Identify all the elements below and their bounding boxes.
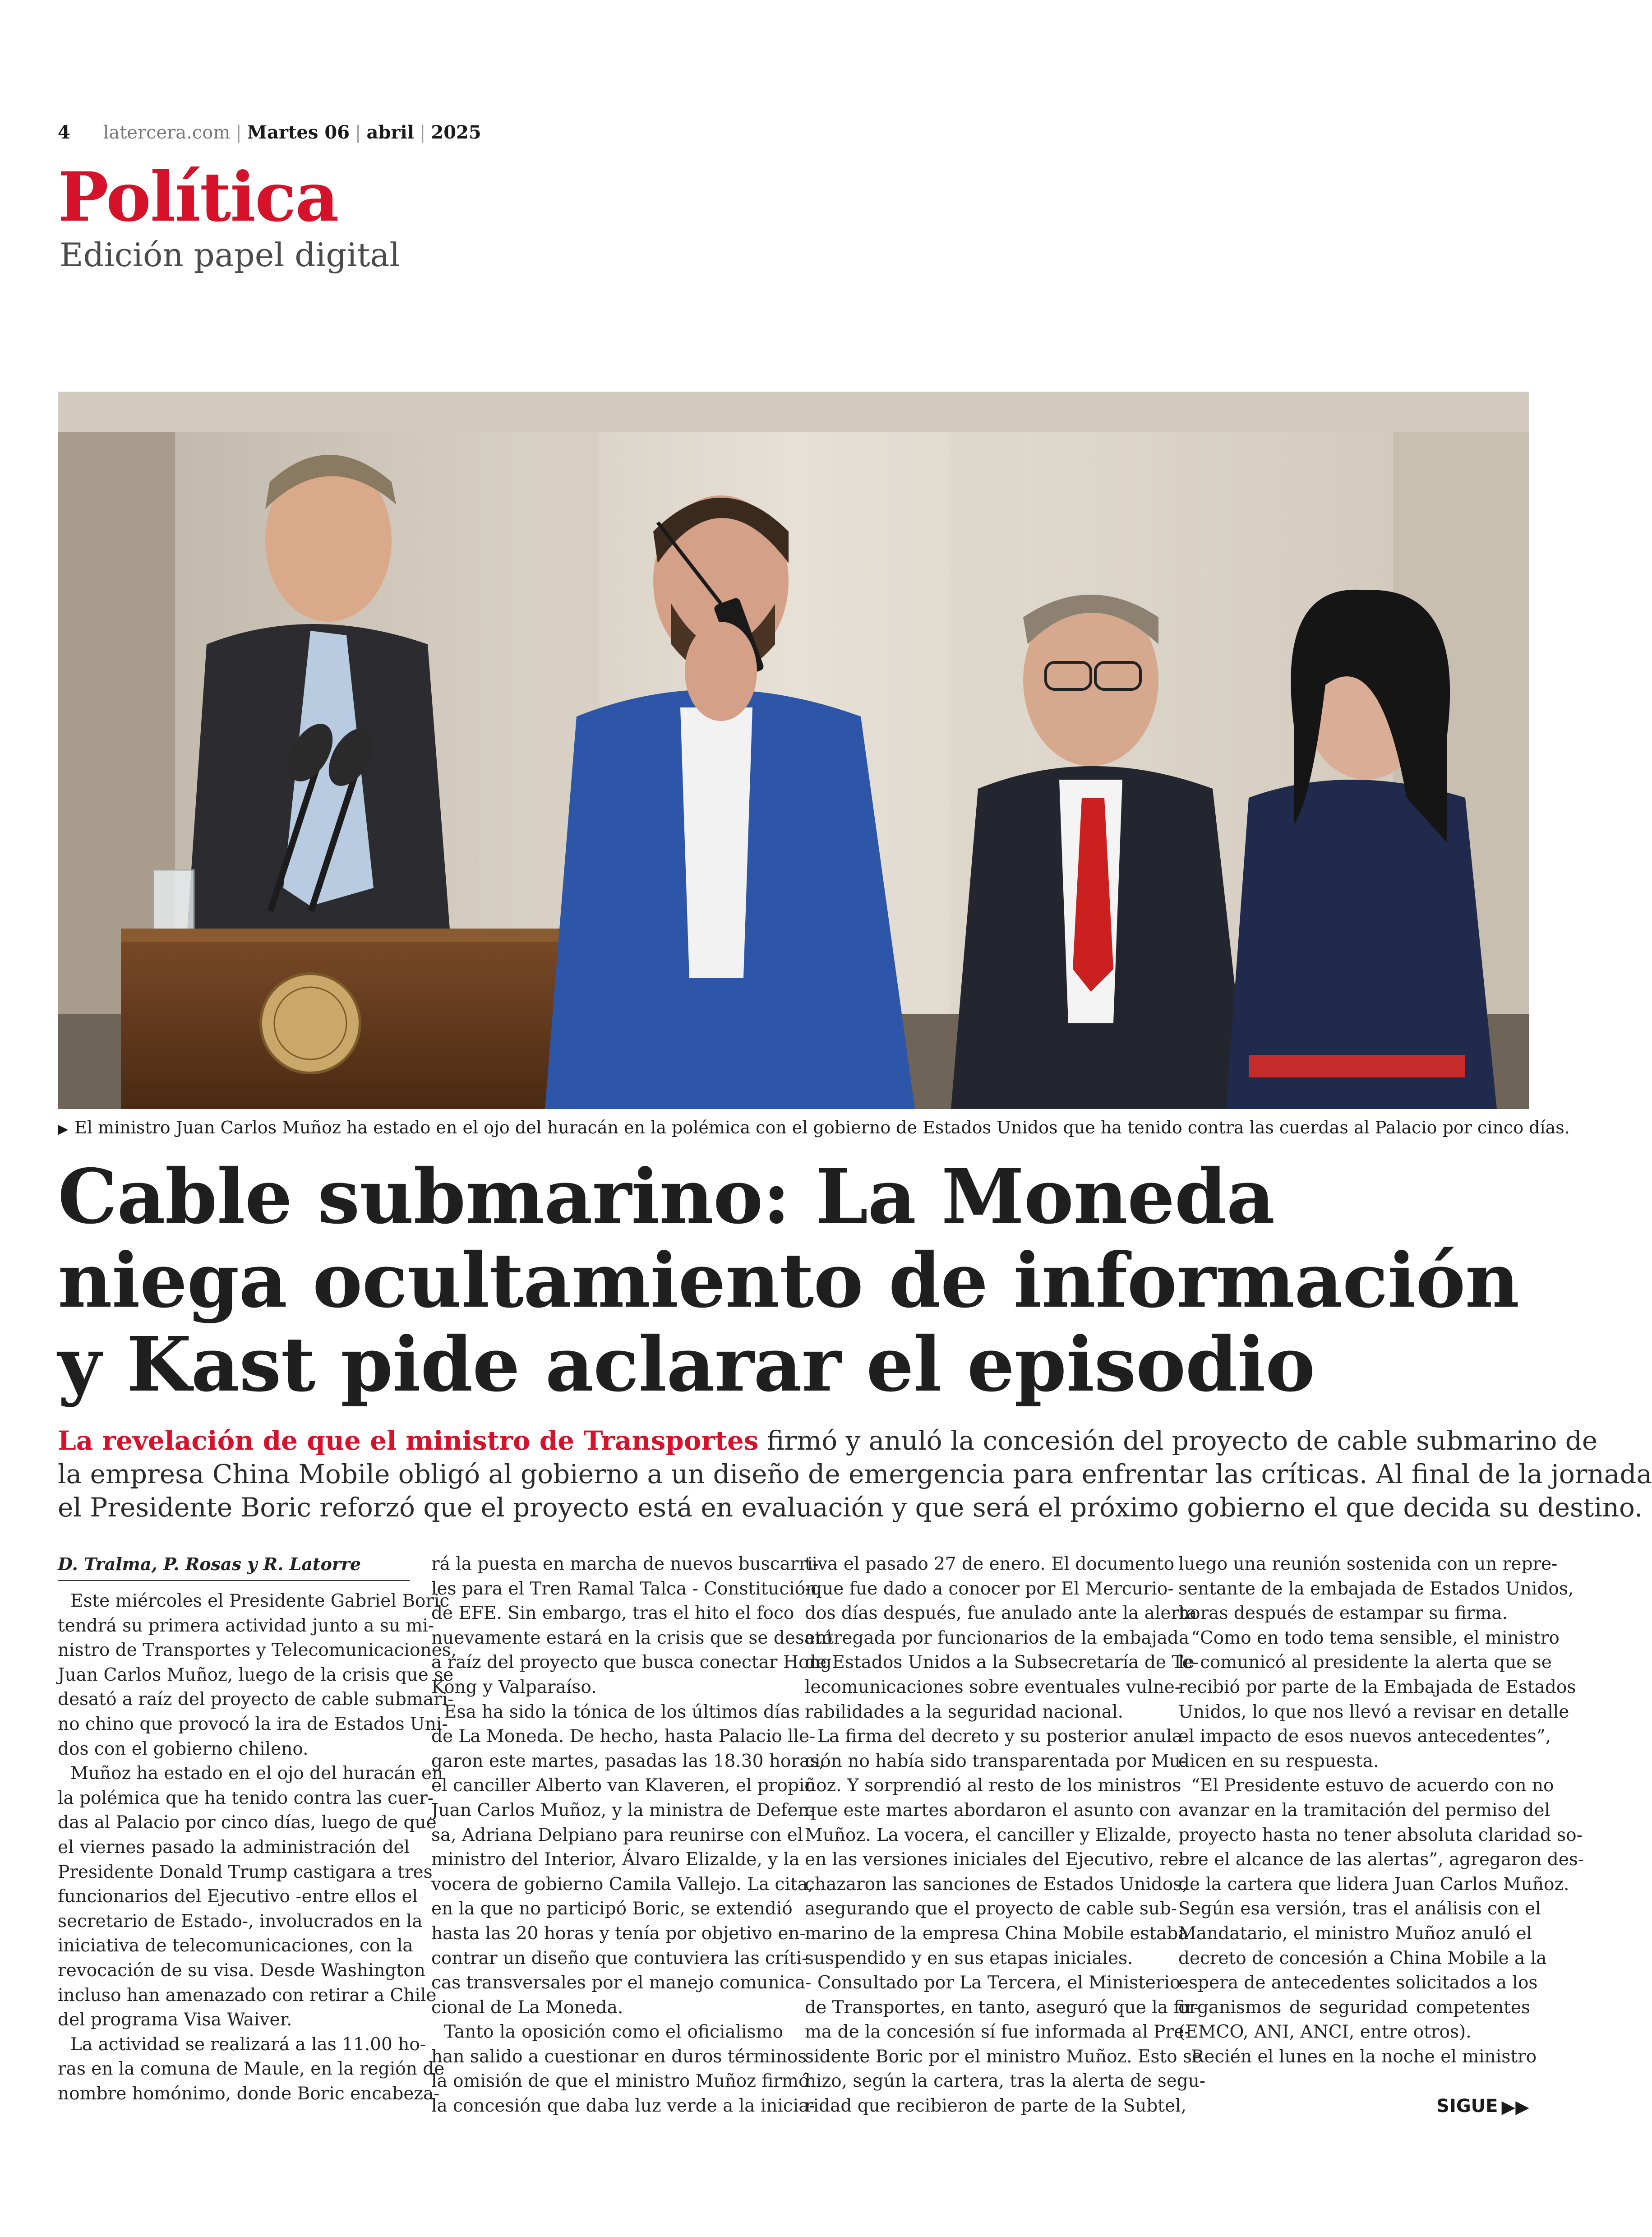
text-line: le comunicó al presidente la alerta que se: [1178, 1652, 1552, 1673]
text-line: entregada por funcionarios de la embajada: [805, 1627, 1190, 1648]
double-arrow-icon: ▶▶: [1501, 2097, 1529, 2117]
page-number: 4: [58, 122, 70, 143]
text-line: Esa ha sido la tónica de los últimos días: [444, 1701, 800, 1722]
text-line: espera de antecedentes solicitados a los: [1178, 1973, 1538, 1993]
page-header: 4 latercera.com | Martes 06 | abril | 2025: [58, 122, 481, 143]
text-line: sa, Adriana Delpiano para reunirse con el: [431, 1825, 803, 1845]
text-line: han salido a cuestionar en duros términos: [431, 2046, 807, 2067]
text-line: de EFE. Sin embargo, tras el hito el foco: [431, 1603, 794, 1624]
continue-label: SIGUE: [1436, 2096, 1498, 2117]
lead-paragraph: [58, 1424, 1652, 1524]
text-line: Juan Carlos Muñoz, y la ministra de Defen-: [431, 1800, 815, 1821]
column-text: [58, 1589, 457, 2106]
text-line: a raíz del proyecto que busca conectar Hong: [431, 1652, 832, 1673]
text-line: “El Presidente estuvo de acuerdo con no: [1191, 1775, 1554, 1796]
text-line: recibió por parte de la Embajada de Estados: [1178, 1677, 1576, 1697]
text-line: en las versiones iniciales del Ejecutivo, re-: [805, 1849, 1185, 1870]
text-line: ñoz. Y sorprendió al resto de los ministros: [805, 1775, 1181, 1796]
text-line: Muñoz. La vocera, el canciller y Elizalde,: [805, 1825, 1172, 1845]
text-line: funcionarios del Ejecutivo -entre ellos el: [58, 1886, 418, 1907]
lead-highlight: La revelación de que el ministro de Transportes: [58, 1425, 759, 1456]
text-line: que este martes abordaron el asunto con: [805, 1800, 1171, 1821]
text-line: La firma del decreto y su posterior anula-: [817, 1726, 1189, 1747]
caption-arrow-icon: ▶: [58, 1121, 69, 1137]
text-line: ministro del Interior, Álvaro Elizalde, y la: [431, 1849, 800, 1870]
byline: D. Tralma, P. Rosas y R. Latorre: [58, 1552, 410, 1581]
article-column-1: [58, 1552, 457, 2106]
text-line: “Como en todo tema sensible, el ministro: [1191, 1627, 1560, 1648]
photo-caption: [58, 1115, 1570, 1142]
text-line: en la que no participó Boric, se extendió: [431, 1899, 793, 1919]
text-line: bre el alcance de las alertas”, agregaron des-: [1178, 1849, 1584, 1870]
date-month: abril: [366, 122, 414, 143]
text-line: la concesión que daba luz verde a la inicia-: [431, 2096, 815, 2117]
text-line: asegurando que el proyecto de cable sub-: [805, 1899, 1177, 1919]
text-line: el viernes pasado la administración del: [58, 1837, 410, 1858]
text-line: vocera de gobierno Camila Vallejo. La cita,: [431, 1874, 814, 1895]
text-line: sentante de la embajada de Estados Unidos,: [1178, 1578, 1574, 1599]
text-line: chazaron las sanciones de Estados Unidos,: [805, 1874, 1188, 1895]
text-line: garon este martes, pasadas las 18.30 horas,: [431, 1751, 825, 1771]
headline-line: Cable submarino: La Moneda: [58, 1153, 1275, 1241]
text-line: sidente Boric por el ministro Muñoz. Esto se: [805, 2046, 1203, 2067]
text-line: das al Palacio por cinco días, luego de que: [58, 1812, 437, 1833]
text-line: proyecto hasta no tener absoluta claridad so-: [1178, 1825, 1583, 1845]
date-day: Martes 06: [247, 122, 350, 143]
article-column-4: [1178, 1552, 1584, 2069]
text-line: lecomunicaciones sobre eventuales vulne-: [805, 1677, 1181, 1697]
text-line: de Estados Unidos a la Subsecretaría de Te-: [805, 1652, 1199, 1673]
text-line: ridad que recibieron de parte de la Subtel,: [805, 2096, 1186, 2117]
caption-text: El ministro Juan Carlos Muñoz ha estado en el ojo del huracán en la polémica con el gobierno de Estados Unidos que ha tenido contra las cuerdas al Palacio por cinco días.: [74, 1118, 1570, 1137]
text-line: contrar un diseño que contuviera las críti-: [431, 1948, 808, 1969]
text-line: Muñoz ha estado en el ojo del huracán en: [70, 1763, 443, 1784]
article-column-3: [805, 1552, 1206, 2119]
text-line: Recién el lunes en la noche el ministro: [1191, 2046, 1537, 2067]
text-line: revocación de su visa. Desde Washington: [58, 1960, 425, 1981]
text-line: el impacto de esos nuevos antecedentes”,: [1178, 1726, 1551, 1747]
column-text: [1178, 1552, 1584, 2069]
text-line: (EMCO, ANI, ANCI, entre otros).: [1178, 2022, 1472, 2043]
text-line: no chino que provocó la ira de Estados Uni-: [58, 1714, 448, 1734]
column-text: [805, 1552, 1206, 2119]
text-line: dos con el gobierno chileno.: [58, 1738, 309, 1759]
text-line: dos días después, fue anulado ante la alerta: [805, 1603, 1197, 1624]
edition-label: Edición papel digital: [60, 236, 400, 274]
text-line: avanzar en la tramitación del permiso del: [1178, 1800, 1550, 1821]
text-line: ras en la comuna de Maule, en la región de: [58, 2059, 445, 2080]
text-line: Juan Carlos Muñoz, luego de la crisis que se: [58, 1664, 454, 1685]
headline-line: niega ocultamiento de información: [58, 1237, 1519, 1325]
text-line: Consultado por La Tercera, el Ministerio: [817, 1973, 1181, 1993]
lead-text: la empresa China Mobile obligó al gobierno a un diseño de emergencia para enfrentar las críticas. Al final de la jornada: [58, 1459, 1652, 1489]
text-line: organismos de seguridad competentes: [1178, 1997, 1530, 2018]
continue-indicator: [1436, 2094, 1529, 2120]
date-year: 2025: [431, 122, 481, 143]
text-line: tiva el pasado 27 de enero. El documento: [805, 1554, 1175, 1574]
text-line: de Transportes, en tanto, aseguró que la fir-: [805, 1997, 1200, 2018]
text-line: tendrá su primera actividad junto a su mi-: [58, 1615, 434, 1636]
text-line: ción no había sido transparentada por Mu-: [805, 1751, 1187, 1771]
text-line: Unidos, lo que nos llevó a revisar en detalle: [1178, 1701, 1569, 1722]
text-line: desató a raíz del proyecto de cable submari-: [58, 1689, 454, 1710]
text-line: Presidente Donald Trump castigara a tres: [58, 1862, 433, 1882]
lead-text: firmó y anuló la concesión del proyecto de cable submarino de: [758, 1425, 1598, 1456]
photo-illustration: [58, 392, 1529, 1109]
text-line: secretario de Estado-, involucrados en la: [58, 1911, 423, 1932]
text-line: decreto de concesión a China Mobile a la: [1178, 1948, 1547, 1969]
text-line: suspendido y en sus etapas iniciales.: [805, 1948, 1133, 1969]
site-name: latercera.com: [103, 122, 231, 143]
text-line: ma de la concesión sí fue informada al Pre-: [805, 2022, 1191, 2043]
text-line: horas después de estampar su firma.: [1178, 1603, 1508, 1624]
text-line: nistro de Transportes y Telecomunicaciones,: [58, 1640, 457, 1661]
text-line: luego una reunión sostenida con un repre-: [1178, 1554, 1558, 1574]
text-line: iniciativa de telecomunicaciones, con la: [58, 1936, 413, 1956]
text-line: de La Moneda. De hecho, hasta Palacio lle-: [431, 1726, 816, 1747]
text-line: La actividad se realizará a las 11.00 ho-: [70, 2034, 426, 2055]
text-line: del programa Visa Waiver.: [58, 2010, 292, 2030]
text-line: de la cartera que lidera Juan Carlos Muñoz.: [1178, 1874, 1569, 1895]
text-line: el canciller Alberto van Klaveren, el propio: [431, 1775, 815, 1796]
column-text: [431, 1552, 833, 2119]
text-line: cas transversales por el manejo comunica-: [431, 1973, 812, 1993]
headline-line: y Kast pide aclarar el episodio: [58, 1321, 1315, 1409]
text-line: Mandatario, el ministro Muñoz anuló el: [1178, 1923, 1532, 1944]
headline: [58, 1155, 1529, 1407]
article-column-2: [431, 1552, 833, 2119]
text-line: les para el Tren Ramal Talca - Constitución: [431, 1578, 817, 1599]
text-line: Tanto la oposición como el oficialismo: [444, 2022, 783, 2043]
text-line: Este miércoles el Presidente Gabriel Boric: [70, 1591, 450, 1611]
text-line: hasta las 20 horas y tenía por objetivo en-: [431, 1923, 806, 1944]
text-line: rabilidades a la seguridad nacional.: [805, 1701, 1123, 1722]
text-line: marino de la empresa China Mobile estaba: [805, 1923, 1189, 1944]
text-line: Kong y Valparaíso.: [431, 1677, 597, 1697]
text-line: incluso han amenazado con retirar a Chile: [58, 1985, 437, 2006]
text-line: la omisión de que el ministro Muñoz firmó: [431, 2071, 809, 2092]
text-line: nuevamente estará en la crisis que se desató: [431, 1627, 833, 1648]
text-line: cional de La Moneda.: [431, 1997, 623, 2018]
text-line: rá la puesta en marcha de nuevos buscarri-: [431, 1554, 819, 1574]
news-photo: [58, 392, 1529, 1109]
lead-text: el Presidente Boric reforzó que el proyecto está en evaluación y que será el próximo gobierno el que decida su destino.: [58, 1492, 1643, 1523]
text-line: nombre homónimo, donde Boric encabeza-: [58, 2083, 440, 2104]
text-line: Según esa versión, tras el análisis con el: [1178, 1899, 1541, 1919]
text-line: -que fue dado a conocer por El Mercurio-: [805, 1578, 1174, 1599]
text-line: dicen en su respuesta.: [1178, 1751, 1379, 1771]
text-line: la polémica que ha tenido contra las cuer-: [58, 1788, 434, 1808]
section-title: Política: [58, 157, 338, 237]
text-line: hizo, según la cartera, tras la alerta de segu-: [805, 2071, 1206, 2092]
